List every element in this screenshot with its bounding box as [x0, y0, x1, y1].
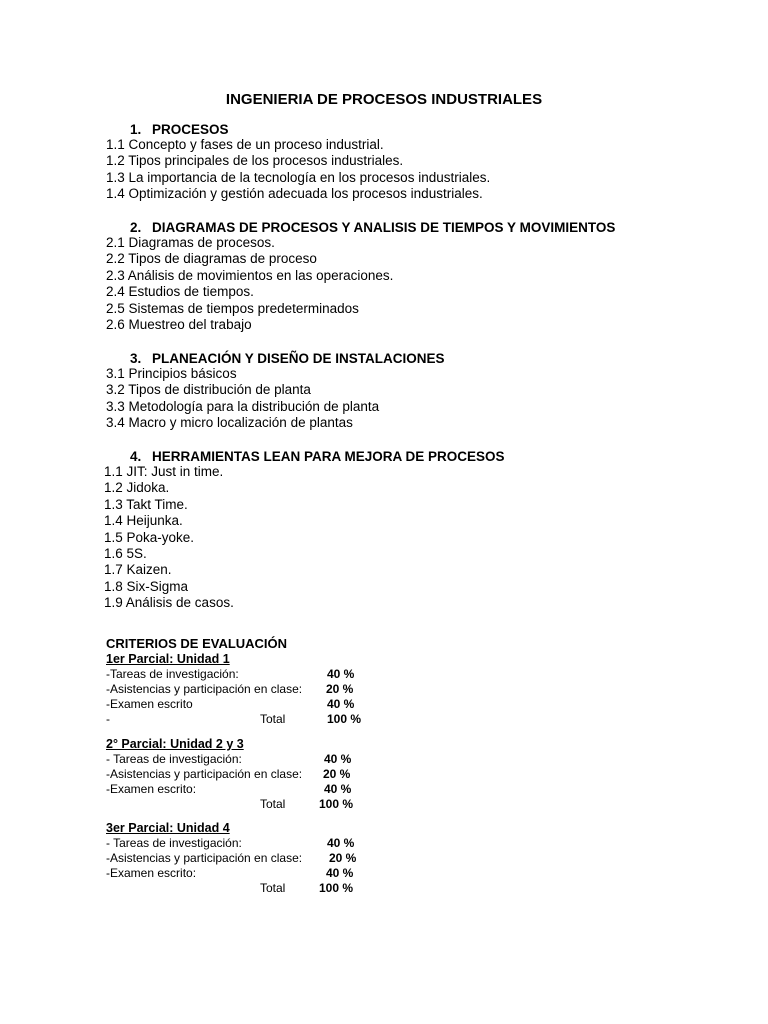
section-title: DIAGRAMAS DE PROCESOS Y ANALISIS DE TIEMPOS Y MOVIMIENTOS: [152, 220, 616, 235]
list-item: 1.5 Poka-yoke.: [104, 529, 195, 545]
criterion-label: -Asistencias y participación en clase:: [106, 767, 303, 781]
total-label: Total: [260, 881, 286, 895]
criterion-percentage: 20 %: [326, 682, 354, 696]
evaluation-row: [106, 836, 426, 851]
list-item: 2.6 Muestreo del trabajo: [106, 316, 252, 332]
criterion-label: -Examen escrito: [106, 697, 193, 711]
criterion-percentage: 40 %: [326, 866, 354, 880]
evaluation-block: [106, 821, 426, 896]
criterion-percentage: 40 %: [327, 836, 355, 850]
criterion-label: -Examen escrito:: [106, 782, 197, 796]
section-number: 3.: [130, 351, 142, 366]
evaluation-block-title: 2° Parcial: Unidad 2 y 3: [106, 737, 244, 751]
evaluation-block: [106, 737, 426, 812]
list-item: 1.4 Optimización y gestión adecuada los procesos industriales.: [106, 186, 483, 202]
criterion-percentage: 100 %: [327, 712, 362, 726]
list-item: 2.2 Tipos de diagramas de proceso: [106, 251, 317, 267]
section-number: 2.: [130, 220, 142, 235]
list-item: 1.2 Tipos principales de los procesos industriales.: [106, 153, 404, 169]
list-item: 1.1 JIT: Just in time.: [104, 464, 224, 479]
criterion-label: - Tareas de investigación:: [106, 752, 242, 766]
section-number: 4.: [130, 449, 142, 464]
evaluation-row: [106, 851, 426, 866]
criterion-percentage: 40 %: [327, 667, 355, 681]
criterion-label: -Examen escrito:: [106, 866, 197, 880]
criterion-label: -: [106, 712, 110, 726]
criterion-label: -Asistencias y participación en clase:: [106, 851, 303, 865]
section-items: [106, 137, 490, 203]
list-item: 2.4 Estudios de tiempos.: [106, 284, 254, 300]
evaluation-row: [106, 752, 426, 767]
list-item: 1.9 Análisis de casos.: [104, 595, 234, 611]
criterion-label: - Tareas de investigación:: [106, 836, 242, 850]
criterion-label: -Tareas de investigación:: [106, 667, 239, 681]
list-item: 1.1 Concepto y fases de un proceso industrial.: [106, 137, 384, 152]
evaluation-block: [106, 652, 426, 727]
evaluation-row: [106, 782, 426, 797]
criterion-percentage: 100 %: [319, 797, 354, 811]
evaluation-row: [106, 881, 426, 896]
section-title: PLANEACIÓN Y DISEÑO DE INSTALACIONES: [152, 351, 445, 366]
evaluation-heading: CRITERIOS DE EVALUACIÓN: [106, 636, 288, 651]
list-item: 1.8 Six-Sigma: [104, 578, 189, 594]
total-label: Total: [260, 797, 286, 811]
evaluation-row: [106, 866, 426, 881]
criterion-percentage: 40 %: [327, 697, 355, 711]
list-item: 1.2 Jidoka.: [104, 480, 170, 496]
section-heading: [130, 121, 229, 138]
evaluation-row: [106, 712, 426, 727]
section-title: PROCESOS: [152, 122, 229, 137]
evaluation-row: [106, 797, 426, 812]
criterion-label: -Asistencias y participación en clase:: [106, 682, 303, 696]
criterion-percentage: 40 %: [324, 752, 352, 766]
evaluation-row: [106, 697, 426, 712]
total-label: Total: [260, 712, 286, 726]
section-items: [106, 235, 393, 333]
evaluation-row: [106, 682, 426, 697]
list-item: 2.3 Análisis de movimientos en las operaciones.: [106, 267, 394, 283]
section-items: [104, 464, 234, 612]
evaluation-block-title: 3er Parcial: Unidad 4: [106, 821, 230, 835]
list-item: 2.1 Diagramas de procesos.: [106, 235, 275, 250]
criterion-percentage: 40 %: [324, 782, 352, 796]
list-item: 3.4 Macro y micro localización de plantas: [106, 415, 353, 431]
list-item: 1.3 La importancia de la tecnología en los procesos industriales.: [106, 169, 491, 185]
section-number: 1.: [130, 122, 142, 137]
section-heading: [130, 219, 615, 236]
list-item: 3.2 Tipos de distribución de planta: [106, 382, 311, 398]
list-item: 3.1 Principios básicos: [106, 366, 237, 381]
list-item: 1.6 5S.: [104, 545, 147, 561]
evaluation-block-title: 1er Parcial: Unidad 1: [106, 652, 230, 666]
section-heading: [130, 350, 445, 367]
list-item: 3.3 Metodología para la distribución de planta: [106, 398, 380, 414]
document-title: INGENIERIA DE PROCESOS INDUSTRIALES: [225, 91, 543, 108]
criterion-percentage: 20 %: [329, 851, 357, 865]
section-items: [106, 366, 379, 432]
criterion-percentage: 100 %: [319, 881, 354, 895]
section-heading: [130, 448, 505, 465]
evaluation-row: [106, 667, 426, 682]
criterion-percentage: 20 %: [323, 767, 351, 781]
list-item: 2.5 Sistemas de tiempos predeterminados: [106, 300, 359, 316]
section-title: HERRAMIENTAS LEAN PARA MEJORA DE PROCESOS: [152, 449, 505, 464]
list-item: 1.3 Takt Time.: [104, 496, 188, 512]
evaluation-row: [106, 767, 426, 782]
list-item: 1.4 Heijunka.: [104, 513, 183, 529]
list-item: 1.7 Kaizen.: [104, 562, 172, 578]
